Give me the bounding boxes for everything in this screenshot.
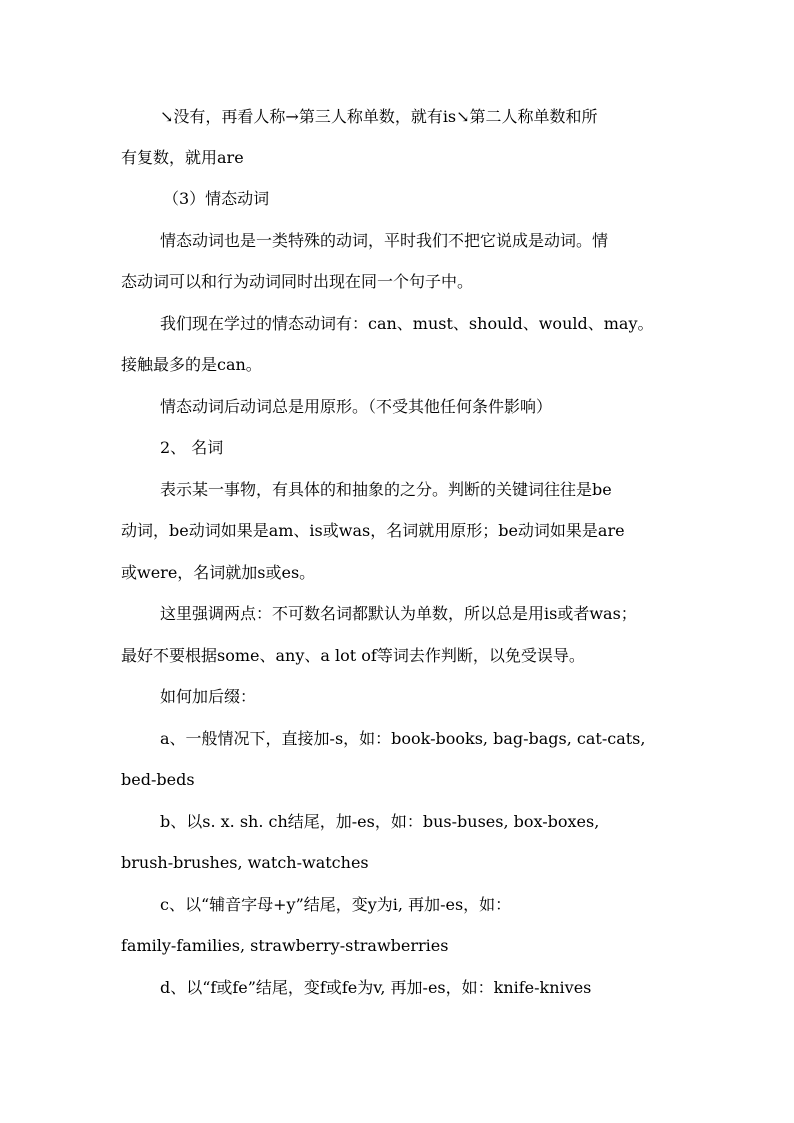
text-line: a、一般情况下，直接加-s，如：book-books, bag-bags, cat-cats,	[160, 729, 646, 748]
text-line: 或were，名词就加s或es。	[121, 563, 316, 582]
text-line: 情态动词也是一类特殊的动词，平时我们不把它说成是动词。情	[160, 231, 609, 250]
text-line: family-families, strawberry-strawberries	[121, 936, 449, 955]
text-line: 接触最多的是can。	[121, 355, 262, 374]
text-line: 这里强调两点：不可数名词都默认为单数，所以总是用is或者was；	[160, 604, 637, 623]
text-line: bed-beds	[121, 770, 195, 789]
text-line: 情态动词后动词总是用原形。（不受其他任何条件影响）	[160, 397, 553, 416]
text-line: ↘没有，再看人称→第三人称单数，就有is↘第二人称单数和所	[160, 107, 598, 126]
text-line: b、以s. x. sh. ch结尾，加-es，如：bus-buses, box-boxes,	[160, 812, 600, 831]
text-line: 我们现在学过的情态动词有：can、must、should、would、may。	[160, 314, 654, 333]
text-line: 表示某一事物，有具体的和抽象的之分。判断的关键词往往是be	[160, 480, 612, 499]
section-heading: （3）情态动词	[163, 189, 270, 208]
text-line: 态动词可以和行为动词同时出现在同一个句子中。	[121, 272, 474, 291]
text-line: 动词，be动词如果是am、is或was，名词就用原形；be动词如果是are	[121, 521, 625, 540]
text-line: 有复数，就用are	[121, 148, 244, 167]
text-line: d、以“f或fe”结尾，变f或fe为v, 再加-es，如：knife-knives	[160, 978, 592, 997]
text-line: brush-brushes, watch-watches	[121, 853, 369, 872]
text-line: 如何加后缀：	[160, 687, 257, 706]
text-line: 最好不要根据some、any、a lot of等词去作判断，以免受误导。	[121, 646, 585, 665]
text-line: c、以“辅音字母+y”结尾，变y为i, 再加-es，如：	[160, 895, 512, 914]
section-heading: 2、 名词	[160, 438, 224, 457]
